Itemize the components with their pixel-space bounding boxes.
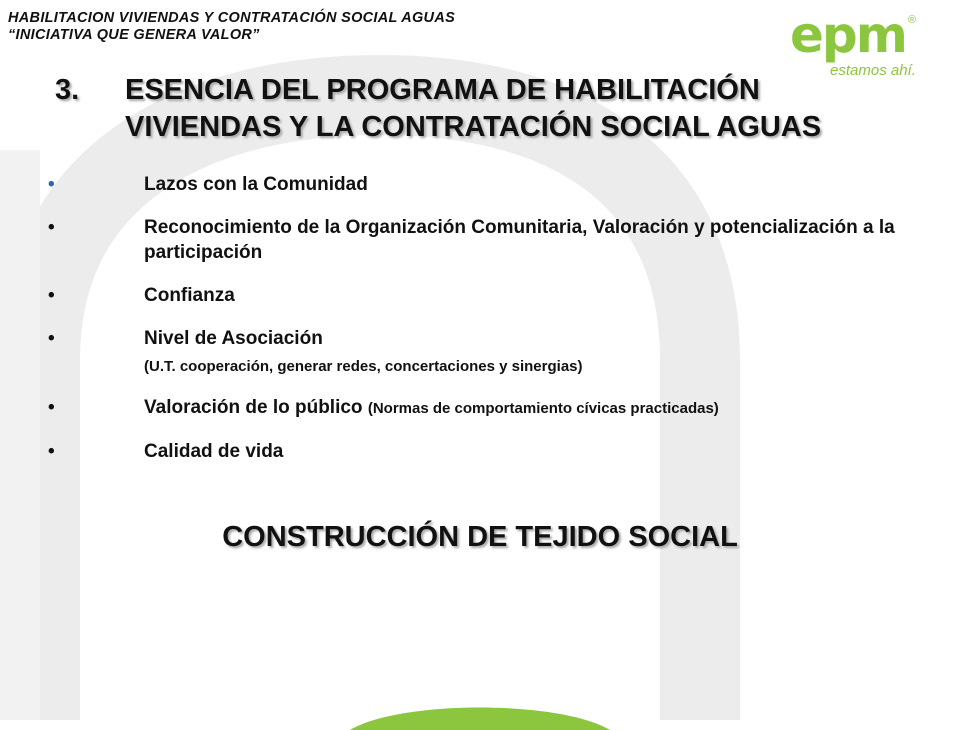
page-title: [55, 72, 915, 146]
closing-heading: CONSTRUCCIÓN DE TEJIDO SOCIAL: [222, 521, 738, 553]
list-item: [48, 326, 928, 377]
bullet-list: [48, 172, 928, 482]
bullet-text: Nivel de Asociación: [144, 328, 323, 349]
bullet-icon: •: [48, 217, 55, 238]
logo-tagline: estamos ahí.: [830, 62, 916, 79]
bullet-icon: •: [48, 441, 55, 462]
title-line-1: ESENCIA DEL PROGRAMA DE HABILITACIÓN: [125, 74, 760, 106]
bullet-text: Lazos con la Comunidad: [144, 174, 368, 195]
bullet-note: (Normas de comportamiento cívicas practicadas): [367, 400, 719, 417]
bullet-icon: •: [48, 285, 55, 306]
logo-registered-mark: ®: [908, 14, 917, 26]
header-line-1: HABILITACION VIVIENDAS Y CONTRATACIÓN SOCIAL AGUAS: [8, 10, 456, 26]
title-number: 3.: [55, 74, 80, 106]
bullet-icon: •: [48, 328, 55, 349]
header-note: [8, 10, 455, 44]
logo-text: epm: [790, 6, 906, 64]
list-item: [48, 395, 928, 421]
header-line-2: “INICIATIVA QUE GENERA VALOR”: [8, 27, 260, 43]
bullet-icon: •: [48, 174, 55, 195]
green-arc-icon: [340, 690, 620, 730]
list-item: [48, 172, 928, 197]
list-item: [48, 283, 928, 308]
title-line-2: VIVIENDAS Y LA CONTRATACIÓN SOCIAL AGUAS: [125, 111, 822, 143]
list-item: [48, 215, 928, 265]
bullet-text: Calidad de vida: [144, 441, 284, 462]
bullet-icon: •: [48, 397, 55, 418]
bullet-subtext: (U.T. cooperación, generar redes, concertaciones y sinergias): [144, 358, 583, 375]
bullet-text: Valoración de lo público: [144, 397, 363, 418]
bullet-text: Reconocimiento de la Organización Comunitaria, Valoración y potencialización a la participación: [144, 217, 895, 263]
list-item: [48, 439, 928, 464]
bullet-text: Confianza: [144, 285, 235, 306]
